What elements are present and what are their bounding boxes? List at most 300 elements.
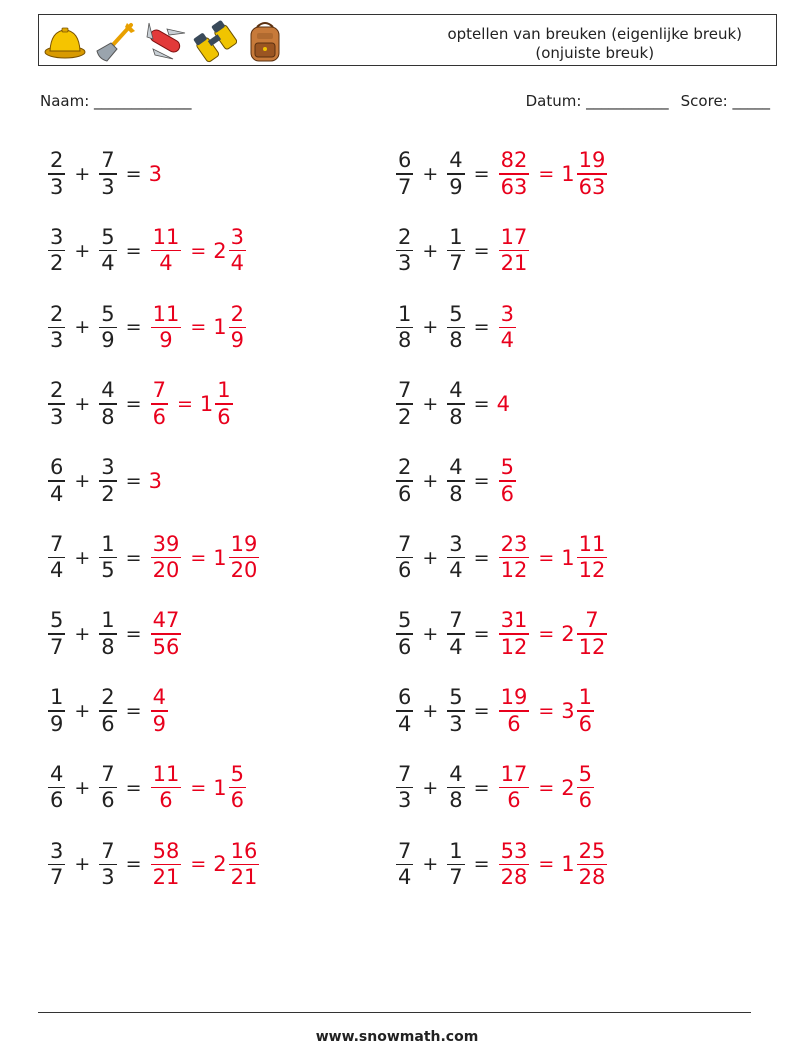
date-score-fields <box>526 92 770 110</box>
problem-15 <box>394 449 518 513</box>
numerator: 3 <box>230 224 244 249</box>
addend-fraction-1 <box>396 685 413 737</box>
denominator: 4 <box>159 251 173 276</box>
equals-sign: = <box>125 623 142 646</box>
denominator: 8 <box>101 404 115 429</box>
plus-sign: + <box>422 546 439 569</box>
numerator: 7 <box>585 608 599 633</box>
denominator: 9 <box>152 711 166 736</box>
worksheet-header <box>38 14 777 66</box>
numerator: 2 <box>50 301 64 326</box>
denominator: 12 <box>578 558 606 583</box>
name-field-label: Naam: _____________ <box>40 92 192 110</box>
numerator: 5 <box>50 608 64 633</box>
denominator: 4 <box>101 251 115 276</box>
numerator: 25 <box>578 838 606 863</box>
numerator: 4 <box>101 378 115 403</box>
mixed-fraction-part <box>577 762 594 814</box>
denominator: 6 <box>578 711 592 736</box>
answer-equals-sign: = <box>538 546 555 569</box>
answer-equals-sign: = <box>538 776 555 799</box>
denominator: 20 <box>152 558 180 583</box>
equals-sign: = <box>125 853 142 876</box>
answer-improper-fraction <box>151 532 182 584</box>
answer-equals-sign: = <box>190 776 207 799</box>
numerator: 11 <box>152 301 180 326</box>
addend-fraction-2 <box>447 302 464 354</box>
addend-fraction-1 <box>396 378 413 430</box>
addend-fraction-1 <box>48 378 65 430</box>
equals-sign: = <box>473 776 490 799</box>
denominator: 6 <box>101 788 115 813</box>
answer-improper-fraction <box>499 225 530 277</box>
numerator: 39 <box>152 531 180 556</box>
denominator: 4 <box>50 558 64 583</box>
addend-fraction-2 <box>447 762 464 814</box>
answer-improper-fraction <box>151 302 182 354</box>
worksheet-title <box>447 25 742 63</box>
numerator: 7 <box>398 531 412 556</box>
mixed-fraction-part <box>229 532 260 584</box>
mixed-fraction-part <box>577 608 608 660</box>
numerator: 5 <box>449 685 463 710</box>
answer-improper-fraction <box>499 685 530 737</box>
problem-20 <box>394 832 609 896</box>
numerator: 6 <box>398 685 412 710</box>
equals-sign: = <box>473 699 490 722</box>
footer-divider <box>38 1012 751 1013</box>
denominator: 21 <box>152 865 180 890</box>
denominator: 12 <box>578 634 606 659</box>
numerator: 3 <box>50 224 64 249</box>
denominator: 7 <box>449 251 463 276</box>
numerator: 23 <box>500 531 528 556</box>
binoculars-icon <box>193 19 237 63</box>
title-line-2: (onjuiste breuk) <box>535 44 655 62</box>
answer-improper-fraction <box>499 455 516 507</box>
answer-whole-number: 3 <box>148 162 162 186</box>
numerator: 2 <box>101 685 115 710</box>
problem-13 <box>394 295 518 359</box>
numerator: 11 <box>578 531 606 556</box>
numerator: 5 <box>230 761 244 786</box>
equals-sign: = <box>473 546 490 569</box>
plus-sign: + <box>422 163 439 185</box>
answer <box>497 839 610 891</box>
numerator: 1 <box>398 301 412 326</box>
numerator: 19 <box>500 685 528 710</box>
equals-sign: = <box>125 316 142 339</box>
denominator: 4 <box>50 481 64 506</box>
numerator: 4 <box>50 761 64 786</box>
plus-sign: + <box>74 853 91 876</box>
mixed-whole-part: 1 <box>561 545 575 570</box>
addend-fraction-2 <box>447 378 464 430</box>
plus-sign: + <box>74 623 91 646</box>
plus-sign: + <box>74 239 91 262</box>
numerator: 1 <box>50 685 64 710</box>
plus-sign: + <box>74 393 91 416</box>
denominator: 3 <box>449 711 463 736</box>
plus-sign: + <box>74 699 91 722</box>
addend-fraction-2 <box>99 225 116 277</box>
addend-fraction-1 <box>396 302 413 354</box>
numerator: 1 <box>578 685 592 710</box>
mixed-fraction-part <box>577 532 608 584</box>
equals-sign: = <box>125 469 142 492</box>
addend-fraction-2 <box>447 608 464 660</box>
numerator: 5 <box>500 455 514 480</box>
problem-19 <box>394 756 596 820</box>
pocket-knife-icon <box>143 19 187 63</box>
numerator: 3 <box>500 301 514 326</box>
addend-fraction-2 <box>99 532 116 584</box>
equals-sign: = <box>125 393 142 416</box>
numerator: 17 <box>500 761 528 786</box>
answer-improper-fraction <box>499 148 530 200</box>
score-field-label: Score: _____ <box>680 92 770 110</box>
numerator: 1 <box>101 531 115 556</box>
mixed-fraction-part <box>229 839 260 891</box>
numerator: 4 <box>449 761 463 786</box>
answer <box>497 302 518 354</box>
mixed-fraction-part <box>215 378 232 430</box>
denominator: 6 <box>578 788 592 813</box>
numerator: 1 <box>449 838 463 863</box>
plus-sign: + <box>422 623 439 646</box>
denominator: 12 <box>500 558 528 583</box>
answer-improper-fraction <box>151 762 182 814</box>
denominator: 28 <box>578 865 606 890</box>
addend-fraction-2 <box>99 762 116 814</box>
mixed-fraction-part <box>577 148 608 200</box>
denominator: 3 <box>50 174 64 199</box>
numerator: 7 <box>101 148 115 173</box>
answer-equals-sign: = <box>538 853 555 876</box>
plus-sign: + <box>422 853 439 876</box>
addend-fraction-2 <box>99 685 116 737</box>
denominator: 4 <box>398 711 412 736</box>
plus-sign: + <box>74 546 91 569</box>
numerator: 7 <box>50 531 64 556</box>
denominator: 9 <box>50 711 64 736</box>
numerator: 1 <box>217 378 231 403</box>
mixed-whole-part: 1 <box>561 162 575 186</box>
equals-sign: = <box>125 239 142 262</box>
addend-fraction-2 <box>447 839 464 891</box>
denominator: 4 <box>230 251 244 276</box>
answer <box>497 608 610 660</box>
plus-sign: + <box>422 699 439 722</box>
numerator: 5 <box>578 761 592 786</box>
denominator: 4 <box>398 865 412 890</box>
answer-whole-number: 4 <box>496 392 510 417</box>
addend-fraction-2 <box>447 455 464 507</box>
addend-fraction-1 <box>48 302 65 354</box>
denominator: 21 <box>230 865 258 890</box>
denominator: 7 <box>50 865 64 890</box>
addend-fraction-2 <box>99 839 116 891</box>
answer-equals-sign: = <box>190 239 207 262</box>
denominator: 9 <box>101 328 115 353</box>
numerator: 11 <box>152 761 180 786</box>
denominator: 3 <box>398 788 412 813</box>
answer-improper-fraction <box>499 839 530 891</box>
denominator: 8 <box>449 788 463 813</box>
addend-fraction-1 <box>48 685 65 737</box>
addend-fraction-1 <box>48 608 65 660</box>
denominator: 6 <box>217 404 231 429</box>
denominator: 7 <box>50 634 64 659</box>
equals-sign: = <box>473 469 490 492</box>
problem-18 <box>394 679 596 743</box>
numerator: 3 <box>449 531 463 556</box>
answer <box>149 378 235 430</box>
answer-improper-fraction <box>151 378 168 430</box>
numerator: 19 <box>230 531 258 556</box>
addend-fraction-1 <box>48 148 65 200</box>
addend-fraction-2 <box>447 225 464 277</box>
denominator: 56 <box>152 634 180 659</box>
denominator: 9 <box>449 174 463 199</box>
denominator: 2 <box>50 251 64 276</box>
denominator: 3 <box>398 251 412 276</box>
numerator: 5 <box>398 608 412 633</box>
answer <box>497 532 610 584</box>
denominator: 4 <box>500 328 514 353</box>
equals-sign: = <box>473 239 490 262</box>
denominator: 6 <box>152 404 166 429</box>
denominator: 8 <box>449 328 463 353</box>
addend-fraction-1 <box>396 148 413 200</box>
mixed-whole-part: 1 <box>213 545 227 570</box>
addend-fraction-1 <box>396 839 413 891</box>
mixed-fraction-part <box>577 685 594 737</box>
answer-improper-fraction <box>499 532 530 584</box>
addend-fraction-1 <box>396 762 413 814</box>
numerator: 7 <box>101 761 115 786</box>
answer-equals-sign: = <box>538 623 555 646</box>
answer-improper-fraction <box>499 302 516 354</box>
mixed-whole-part: 1 <box>213 775 227 800</box>
answer-equals-sign: = <box>538 163 555 185</box>
numerator: 5 <box>101 301 115 326</box>
denominator: 63 <box>500 174 528 199</box>
mixed-whole-part: 1 <box>561 852 575 877</box>
answer-improper-fraction <box>499 608 530 660</box>
answer <box>149 469 162 493</box>
answer <box>497 148 610 200</box>
numerator: 7 <box>152 378 166 403</box>
problem-4 <box>46 372 235 436</box>
mixed-whole-part: 2 <box>213 852 227 877</box>
plus-sign: + <box>74 316 91 339</box>
denominator: 8 <box>449 481 463 506</box>
addend-fraction-1 <box>48 839 65 891</box>
denominator: 2 <box>101 481 115 506</box>
answer <box>497 455 518 507</box>
mixed-whole-part: 2 <box>213 238 227 263</box>
numerator: 5 <box>449 301 463 326</box>
numerator: 7 <box>398 761 412 786</box>
addend-fraction-2 <box>99 378 116 430</box>
numerator: 1 <box>101 608 115 633</box>
equals-sign: = <box>473 316 490 339</box>
problem-5 <box>46 449 162 513</box>
denominator: 3 <box>50 328 64 353</box>
addend-fraction-2 <box>447 148 464 200</box>
numerator: 3 <box>50 838 64 863</box>
answer-improper-fraction <box>151 685 168 737</box>
answer-equals-sign: = <box>190 853 207 876</box>
problem-12 <box>394 219 531 283</box>
backpack-icon <box>243 19 287 63</box>
answer <box>149 302 248 354</box>
denominator: 63 <box>578 174 606 199</box>
addend-fraction-1 <box>396 608 413 660</box>
addend-fraction-2 <box>447 685 464 737</box>
problem-16 <box>394 526 609 590</box>
denominator: 6 <box>159 788 173 813</box>
denominator: 6 <box>507 711 521 736</box>
equals-sign: = <box>473 163 490 185</box>
answer-equals-sign: = <box>538 699 555 722</box>
problem-1 <box>46 142 162 206</box>
numerator: 16 <box>230 838 258 863</box>
denominator: 7 <box>449 865 463 890</box>
mixed-fraction-part <box>229 225 246 277</box>
equals-sign: = <box>473 853 490 876</box>
answer <box>149 762 248 814</box>
addend-fraction-1 <box>396 532 413 584</box>
denominator: 6 <box>230 788 244 813</box>
answer <box>149 162 162 186</box>
numerator: 2 <box>398 224 412 249</box>
problem-9 <box>46 756 248 820</box>
denominator: 8 <box>398 328 412 353</box>
answer-equals-sign: = <box>190 546 207 569</box>
equals-sign: = <box>125 546 142 569</box>
answer-improper-fraction <box>151 225 182 277</box>
denominator: 3 <box>101 865 115 890</box>
denominator: 4 <box>449 634 463 659</box>
problem-14 <box>394 372 510 436</box>
plus-sign: + <box>422 239 439 262</box>
addend-fraction-1 <box>48 532 65 584</box>
mixed-fraction-part <box>229 302 246 354</box>
numerator: 4 <box>449 378 463 403</box>
addend-fraction-2 <box>99 148 116 200</box>
numerator: 82 <box>500 148 528 173</box>
answer-equals-sign: = <box>190 316 207 339</box>
answer <box>497 762 596 814</box>
answer-improper-fraction <box>151 839 182 891</box>
problem-7 <box>46 602 183 666</box>
numerator: 2 <box>50 378 64 403</box>
addend-fraction-2 <box>99 455 116 507</box>
date-field-label: Datum: ___________ <box>525 92 669 110</box>
numerator: 58 <box>152 838 180 863</box>
numerator: 4 <box>449 148 463 173</box>
denominator: 6 <box>500 481 514 506</box>
equals-sign: = <box>473 393 490 416</box>
denominator: 6 <box>101 711 115 736</box>
answer <box>149 225 248 277</box>
numerator: 5 <box>101 224 115 249</box>
numerator: 7 <box>101 838 115 863</box>
addend-fraction-1 <box>48 455 65 507</box>
denominator: 6 <box>398 558 412 583</box>
addend-fraction-1 <box>48 762 65 814</box>
numerator: 31 <box>500 608 528 633</box>
denominator: 21 <box>500 251 528 276</box>
numerator: 4 <box>449 455 463 480</box>
problem-2 <box>46 219 248 283</box>
problem-8 <box>46 679 170 743</box>
answer-improper-fraction <box>151 608 182 660</box>
problem-11 <box>394 142 609 206</box>
numerator: 17 <box>500 224 528 249</box>
equals-sign: = <box>125 776 142 799</box>
denominator: 7 <box>398 174 412 199</box>
plus-sign: + <box>422 316 439 339</box>
numerator: 53 <box>500 838 528 863</box>
answer <box>149 839 262 891</box>
addend-fraction-1 <box>48 225 65 277</box>
equals-sign: = <box>473 623 490 646</box>
mixed-whole-part: 2 <box>561 622 575 647</box>
denominator: 6 <box>507 788 521 813</box>
numerator: 6 <box>50 455 64 480</box>
mixed-whole-part: 1 <box>199 392 214 417</box>
equals-sign: = <box>125 699 142 722</box>
denominator: 2 <box>398 404 412 429</box>
numerator: 4 <box>152 685 166 710</box>
equals-sign: = <box>125 163 142 185</box>
plus-sign: + <box>422 393 439 416</box>
plus-sign: + <box>74 469 91 492</box>
numerator: 47 <box>152 608 180 633</box>
numerator: 6 <box>398 148 412 173</box>
denominator: 9 <box>159 328 173 353</box>
mixed-fraction-part <box>229 762 246 814</box>
mixed-whole-part: 2 <box>561 775 575 800</box>
problem-17 <box>394 602 609 666</box>
numerator: 1 <box>449 224 463 249</box>
mixed-whole-part: 3 <box>561 698 575 723</box>
denominator: 20 <box>230 558 258 583</box>
denominator: 3 <box>101 174 115 199</box>
denominator: 8 <box>101 634 115 659</box>
mixed-fraction-part <box>577 839 608 891</box>
answer <box>497 392 510 416</box>
answer-whole-number: 3 <box>148 468 162 493</box>
answer <box>149 685 170 737</box>
answer <box>149 608 184 660</box>
problem-6 <box>46 526 261 590</box>
answer <box>497 225 532 277</box>
denominator: 6 <box>50 788 64 813</box>
hard-hat-icon <box>43 19 87 63</box>
denominator: 9 <box>230 328 244 353</box>
footer-url: www.snowmath.com <box>315 1029 479 1045</box>
denominator: 3 <box>50 404 64 429</box>
denominator: 6 <box>398 634 412 659</box>
numerator: 7 <box>398 838 412 863</box>
header-icons <box>43 19 287 63</box>
problem-10 <box>46 832 261 896</box>
denominator: 5 <box>101 558 115 583</box>
